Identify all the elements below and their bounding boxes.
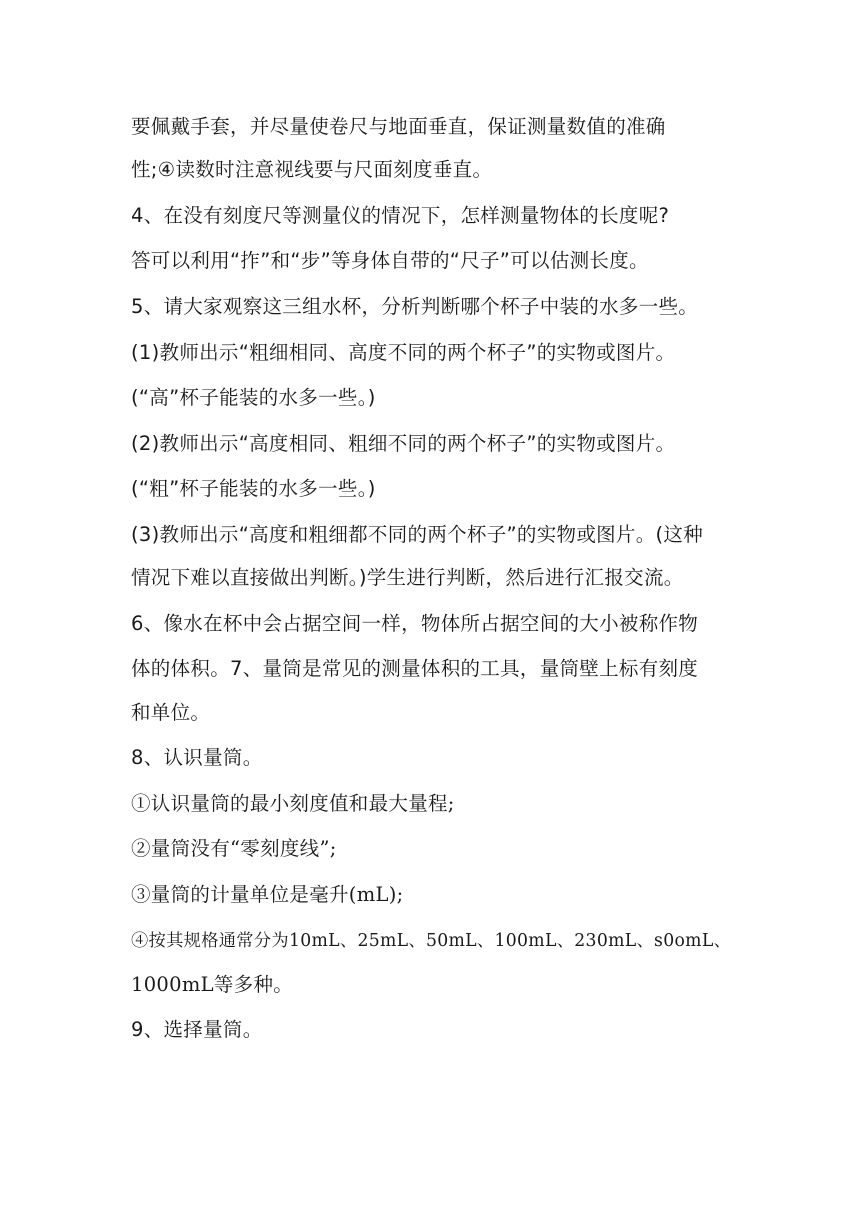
text-line-11: 情况下难以直接做出判断。)学生进行判断，然后进行汇报交流。 [131, 566, 684, 589]
text-line-17: ②量筒没有“零刻度线”; [131, 837, 337, 860]
text-line-3: 4、在没有刻度尺等测量仪的情况下，怎样测量物体的长度呢? [131, 204, 670, 227]
text-line-1: 要佩戴手套，并尽量使卷尺与地面垂直，保证测量数值的准确 [131, 115, 666, 138]
text-line-5: 5、请大家观察这三组水杯，分析判断哪个杯子中装的水多一些。 [131, 295, 699, 318]
text-line-19: ④按其规格通常分为10mL、25mL、50mL、100mL、230mL、s0omL、 [131, 931, 732, 951]
text-line-18: ③量筒的计量单位是毫升(mL); [131, 883, 404, 906]
text-line-6: (1)教师出示“粗细相同、高度不同的两个杯子”的实物或图片。 [131, 341, 676, 364]
text-line-13: 体的体积。7、量筒是常见的测量体积的工具，量筒壁上标有刻度 [131, 657, 699, 680]
text-line-20: 1000mL等多种。 [131, 973, 294, 996]
text-line-8: (2)教师出示“高度相同、粗细不同的两个杯子”的实物或图片。 [131, 432, 676, 455]
text-line-12: 6、像水在杯中会占据空间一样，物体所占据空间的大小被称作物 [131, 612, 699, 635]
text-line-4: 答可以利用“拃”和“步”等身体自带的“尺子”可以估测长度。 [131, 249, 649, 272]
text-line-9: (“粗”杯子能装的水多一些。) [131, 477, 376, 500]
text-line-21: 9、选择量筒。 [131, 1018, 263, 1041]
text-line-7: (“高”杯子能装的水多一些。) [131, 386, 376, 409]
text-line-14: 和单位。 [131, 701, 211, 724]
text-line-10: (3)教师出示“高度和粗细都不同的两个杯子”的实物或图片。(这种 [131, 523, 704, 546]
text-line-16: ①认识量筒的最小刻度值和最大量程; [131, 792, 455, 815]
text-line-2: 性;④读数时注意视线要与尺面刻度垂直。 [131, 158, 493, 181]
text-line-15: 8、认识量筒。 [131, 746, 263, 769]
